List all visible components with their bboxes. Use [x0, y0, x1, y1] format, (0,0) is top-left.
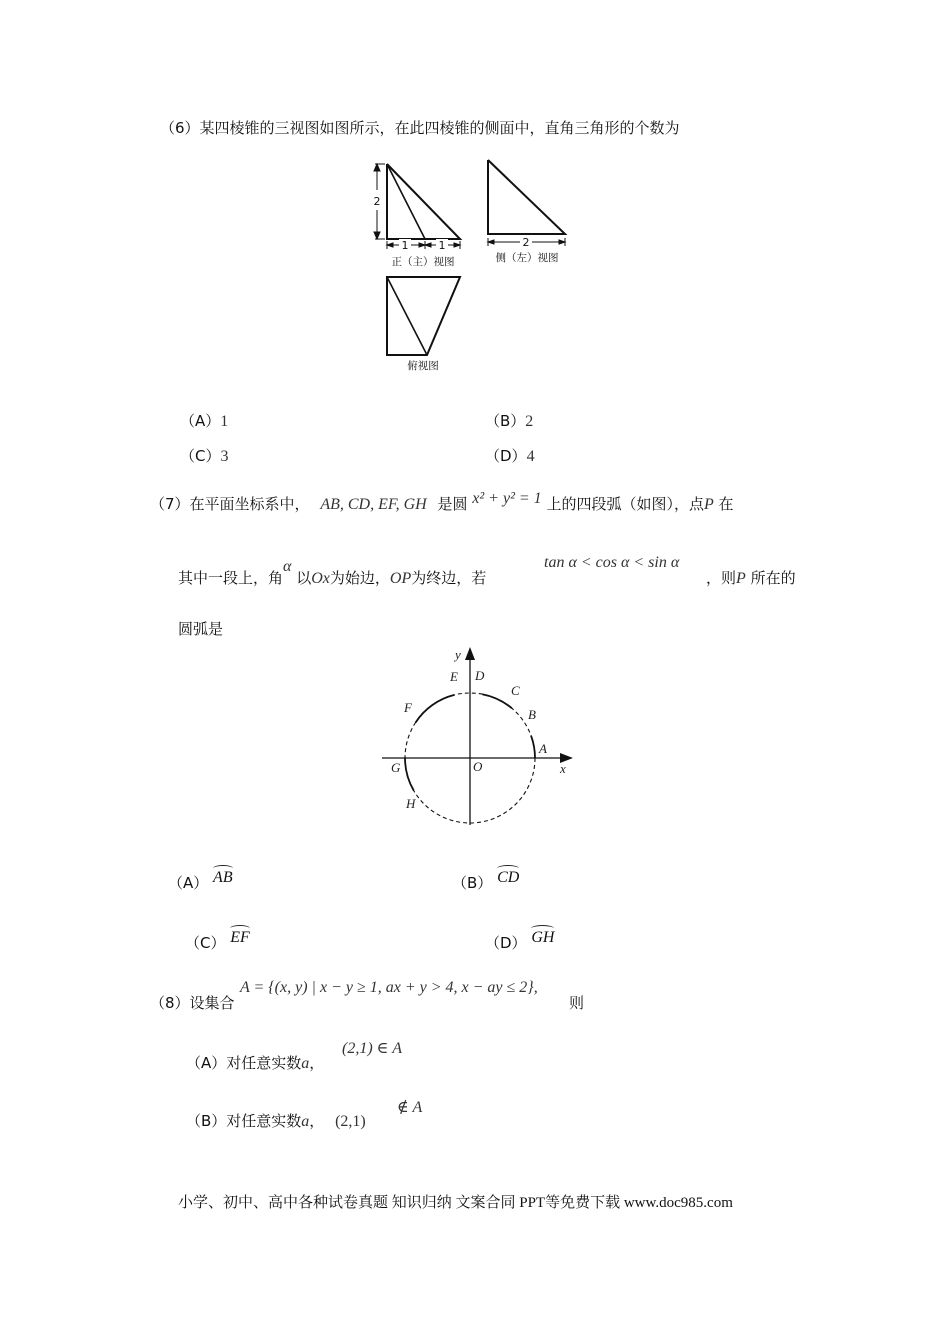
label-a: A [539, 741, 547, 756]
option-arc: CD [497, 869, 520, 886]
q7-option-d [485, 929, 555, 954]
front-width-dimension [387, 241, 460, 249]
option-label: （B） [485, 412, 526, 430]
option-text: ， [309, 1054, 325, 1072]
front-view-caption: 正（主）视图 [391, 256, 455, 268]
label-o: O [473, 759, 483, 774]
arc-cd [482, 694, 512, 708]
label-d: D [475, 668, 485, 683]
q7-arcs-list: AB, CD, EF, GH [320, 496, 427, 513]
q7-stem-line2 [178, 558, 487, 589]
label-g: G [391, 760, 401, 775]
top-view [387, 277, 460, 355]
q7-stem-line2-end [706, 568, 796, 589]
option-text: ， [309, 1112, 325, 1130]
option-arc: AB [213, 869, 233, 886]
q7-text: 所在的 [750, 569, 796, 587]
option-value: 2 [525, 413, 534, 430]
option-text: （B）对任意实数 [186, 1112, 302, 1130]
option-text: （A）对任意实数 [186, 1054, 302, 1072]
q8-stem-suffix: 则 [569, 994, 585, 1012]
q7-point-p: P [736, 570, 746, 587]
option-label: （B） [452, 874, 493, 892]
arc-ef [416, 695, 455, 723]
q7-circle-equation: x² + y² = 1 [472, 490, 542, 507]
side-view [488, 160, 565, 234]
label-y: y [455, 647, 461, 662]
option-value: 3 [220, 448, 229, 465]
q7-text: 是圆 [437, 495, 468, 513]
page-footer: 小学、初中、高中各种试卷真题 知识归纳 文案合同 PPT等免费下载 www.doc985.com [178, 1195, 733, 1211]
q7-stem-line1 [150, 490, 734, 515]
label-x: x [560, 761, 566, 776]
q6-option-b [485, 411, 533, 432]
arc-ab [531, 736, 535, 758]
option-label: （A） [168, 874, 209, 892]
q7-ox: Ox [311, 570, 330, 587]
option-point: (2,1) [335, 1113, 366, 1130]
front-height-label: 2 [373, 195, 381, 208]
front-right-width-label: 1 [438, 239, 446, 252]
q7-text: ，则 [706, 569, 737, 587]
label-b: B [528, 707, 536, 722]
q6-option-a [180, 411, 228, 432]
q8-option-b-math: ∉ A [397, 1099, 423, 1116]
q8-option-b [186, 1111, 366, 1132]
q7-option-c [185, 929, 250, 954]
q7-text: （7）在平面坐标系中， [150, 495, 310, 513]
option-var-a: a [301, 1113, 310, 1130]
q8-option-a [186, 1053, 324, 1074]
option-value: 1 [220, 413, 229, 430]
option-label: （D） [485, 447, 527, 465]
option-var-a: a [301, 1055, 310, 1072]
q7-text: 在 [718, 495, 734, 513]
q6-option-d [485, 446, 535, 467]
q7-text: 上的四段弧（如图），点 [546, 495, 704, 513]
option-label: （C） [180, 447, 221, 465]
option-value: 4 [526, 448, 535, 465]
option-arc: GH [531, 929, 555, 946]
q8-option-a-math: (2,1) ∈ A [342, 1040, 402, 1057]
q6-stem: （6）某四棱锥的三视图如图所示，在此四棱锥的侧面中，直角三角形的个数为 [160, 119, 680, 137]
q7-unit-circle-figure [378, 645, 578, 830]
q7-stem-line3: 圆弧是 [178, 620, 224, 638]
q8-stem-prefix: （8）设集合 [150, 994, 235, 1012]
option-label: （D） [485, 934, 527, 952]
q6-three-view-figure [355, 150, 585, 378]
q7-text: 以 [296, 569, 312, 587]
front-left-width-label: 1 [401, 239, 409, 252]
q7-text: 为始边， [329, 569, 390, 587]
arc-gh [405, 758, 414, 791]
label-f: F [404, 700, 412, 715]
label-h: H [406, 796, 416, 811]
q7-option-b [452, 869, 520, 894]
q7-alpha: α [283, 558, 292, 575]
q7-option-a [168, 869, 233, 894]
option-label: （C） [185, 934, 226, 952]
q7-op: OP [389, 570, 412, 587]
q7-point-p: P [703, 496, 714, 513]
side-width-label: 2 [522, 236, 530, 249]
option-arc: EF [230, 929, 250, 946]
label-c: C [511, 683, 520, 698]
q8-set-expression: A = {(x, y) | x − y ≥ 1, ax + y > 4, x − ay ≤ 2}, [240, 979, 538, 996]
y-axis-arrow-icon [465, 647, 475, 660]
q6-option-c [180, 446, 228, 467]
q7-inequality: tan α < cos α < sin α [544, 554, 680, 571]
q7-text: 其中一段上，角 [178, 569, 284, 587]
side-view-caption: 侧（左）视图 [495, 252, 559, 264]
top-view-caption: 俯视图 [407, 360, 439, 372]
q7-text: 为终边，若 [411, 569, 487, 587]
option-label: （A） [180, 412, 221, 430]
front-view [387, 164, 460, 239]
label-e: E [450, 669, 458, 684]
